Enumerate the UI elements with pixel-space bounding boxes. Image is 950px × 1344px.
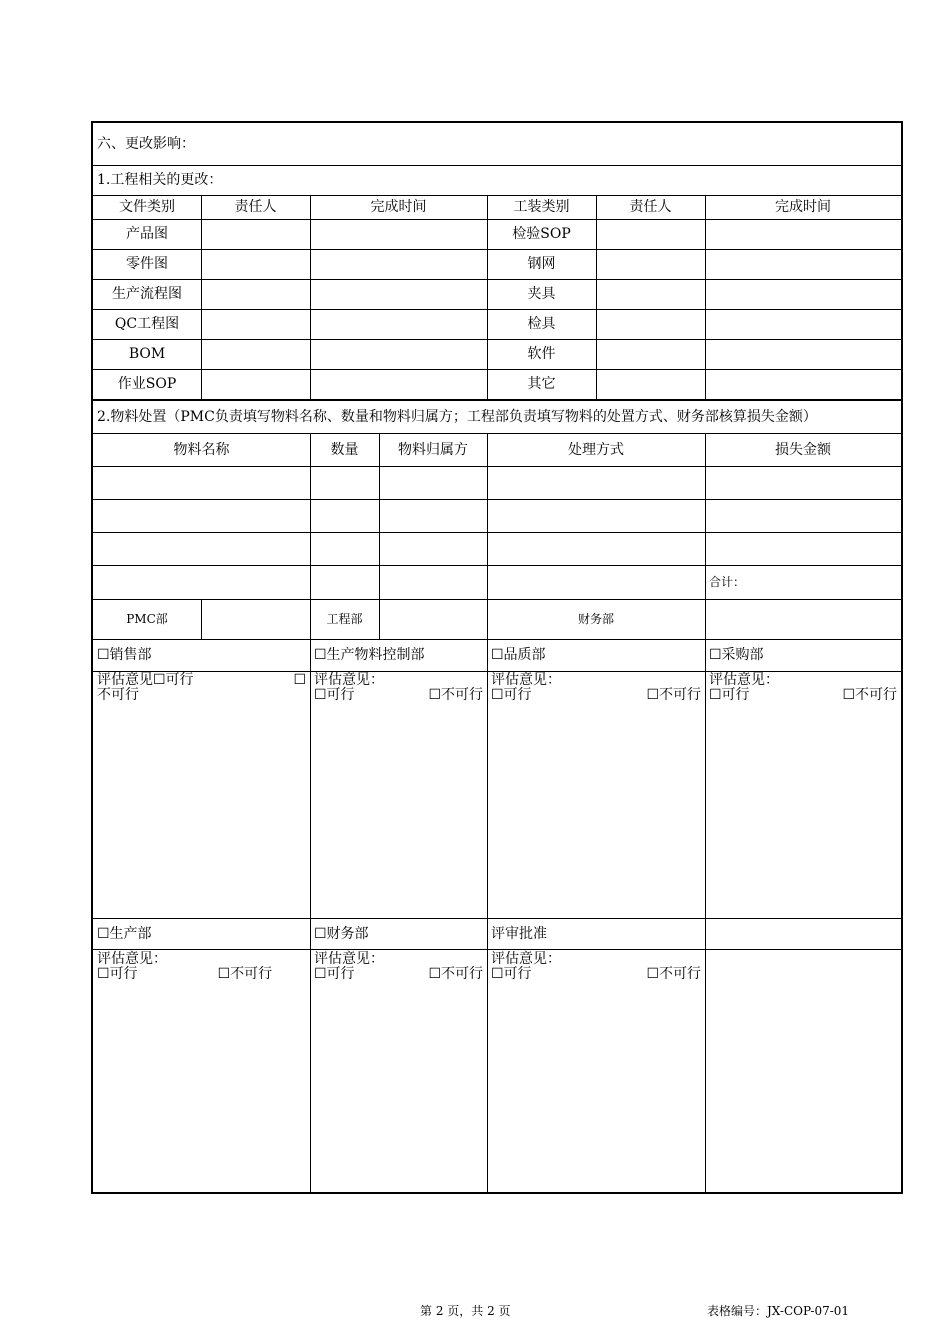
eval-production <box>93 952 310 982</box>
eval-label: 评估意见： <box>314 672 384 688</box>
dept-pmc-checkbox[interactable]: ☐生产物料控制部 <box>314 647 425 663</box>
not-ok-checkbox[interactable]: ☐不可行 <box>217 966 273 982</box>
not-ok-checkbox[interactable]: ☐不可行 <box>646 687 701 703</box>
not-ok-label: 不可行 <box>97 687 139 703</box>
eval-label: 评估意见： <box>491 672 561 688</box>
ok-checkbox[interactable]: ☐可行 <box>709 687 750 703</box>
engineering-dept-label: 工程部 <box>326 612 363 626</box>
ok-checkbox[interactable]: ☐可行 <box>314 966 355 982</box>
header-loss-amount: 损失金额 <box>775 441 831 458</box>
engineering-title: 1.工程相关的更改： <box>97 172 223 188</box>
not-ok-checkbox[interactable]: ☐不可行 <box>428 966 483 982</box>
section-title: 六、更改影响： <box>97 136 195 152</box>
not-ok-checkbox[interactable]: ☐不可行 <box>428 687 483 703</box>
tooling-type-cell: 其它 <box>527 376 556 392</box>
file-type-cell: 产品图 <box>126 226 168 242</box>
dept-quality-checkbox[interactable]: ☐品质部 <box>491 647 546 663</box>
eval-label: 评估意见： <box>709 672 779 688</box>
header-material-name: 物料名称 <box>173 441 230 458</box>
form-number: 表格编号：JX-COP-07-01 <box>707 1304 850 1318</box>
dept-finance-checkbox[interactable]: ☐财务部 <box>314 925 369 942</box>
page-number: 第 2 页，共 2 页 <box>420 1304 511 1318</box>
header-file-type: 文件类别 <box>119 199 175 215</box>
eval-pmc <box>310 673 487 703</box>
file-type-cell: 零件图 <box>126 256 168 272</box>
dept-production-checkbox[interactable]: ☐生产部 <box>97 925 152 942</box>
header-finish-time: 完成时间 <box>370 199 427 215</box>
eval-label: 评估意见： <box>314 951 384 967</box>
file-type-cell: BOM <box>128 346 166 362</box>
file-type-cell: 作业SOP <box>117 376 177 392</box>
file-type-cell: 生产流程图 <box>112 286 182 302</box>
eval-sales <box>93 673 310 703</box>
tooling-type-cell: 夹具 <box>527 286 556 302</box>
file-type-cell: QC工程图 <box>114 316 180 332</box>
material-title: 2.物料处置（PMC负责填写物料名称、数量和物料归属方；工程部负责填写物料的处置方式、财务部核算损失金额） <box>97 409 817 425</box>
header-owner-party: 物料归属方 <box>398 441 468 458</box>
checkbox-icon[interactable]: ☐ <box>293 672 306 688</box>
eval-label: 评估意见： <box>97 951 167 967</box>
pmc-dept-label: PMC部 <box>126 612 168 626</box>
finance-dept-label: 财务部 <box>577 612 614 626</box>
total-label: 合计： <box>709 575 746 589</box>
not-ok-checkbox[interactable]: ☐不可行 <box>842 687 897 703</box>
tooling-type-cell: 钢网 <box>527 256 556 272</box>
tooling-type-cell: 检验SOP <box>512 226 571 242</box>
not-ok-checkbox[interactable]: ☐不可行 <box>646 966 701 982</box>
header-owner: 责任人 <box>234 199 277 215</box>
tooling-type-cell: 检具 <box>527 316 556 332</box>
header-finish-time-2: 完成时间 <box>775 199 831 215</box>
header-handling: 处理方式 <box>568 441 624 458</box>
ok-checkbox[interactable]: ☐可行 <box>491 687 532 703</box>
eval-quality <box>487 673 705 703</box>
eval-label[interactable]: 评估意见☐可行 <box>97 672 194 688</box>
review-approval-label: 评审批准 <box>491 925 547 942</box>
header-tooling-type: 工装类别 <box>513 199 570 215</box>
header-quantity: 数量 <box>330 441 359 458</box>
header-owner-2: 责任人 <box>629 199 672 215</box>
tooling-type-cell: 软件 <box>527 346 556 362</box>
change-impact-form <box>91 121 903 1194</box>
eval-finance <box>310 952 487 982</box>
dept-purchasing-checkbox[interactable]: ☐采购部 <box>709 647 764 663</box>
dept-sales-checkbox[interactable]: ☐销售部 <box>97 647 152 663</box>
ok-checkbox[interactable]: ☐可行 <box>491 966 532 982</box>
eval-review <box>487 952 705 982</box>
eval-purchasing <box>705 673 901 703</box>
ok-checkbox[interactable]: ☐可行 <box>314 687 355 703</box>
ok-checkbox[interactable]: ☐可行 <box>97 966 138 982</box>
eval-label: 评估意见： <box>491 951 561 967</box>
